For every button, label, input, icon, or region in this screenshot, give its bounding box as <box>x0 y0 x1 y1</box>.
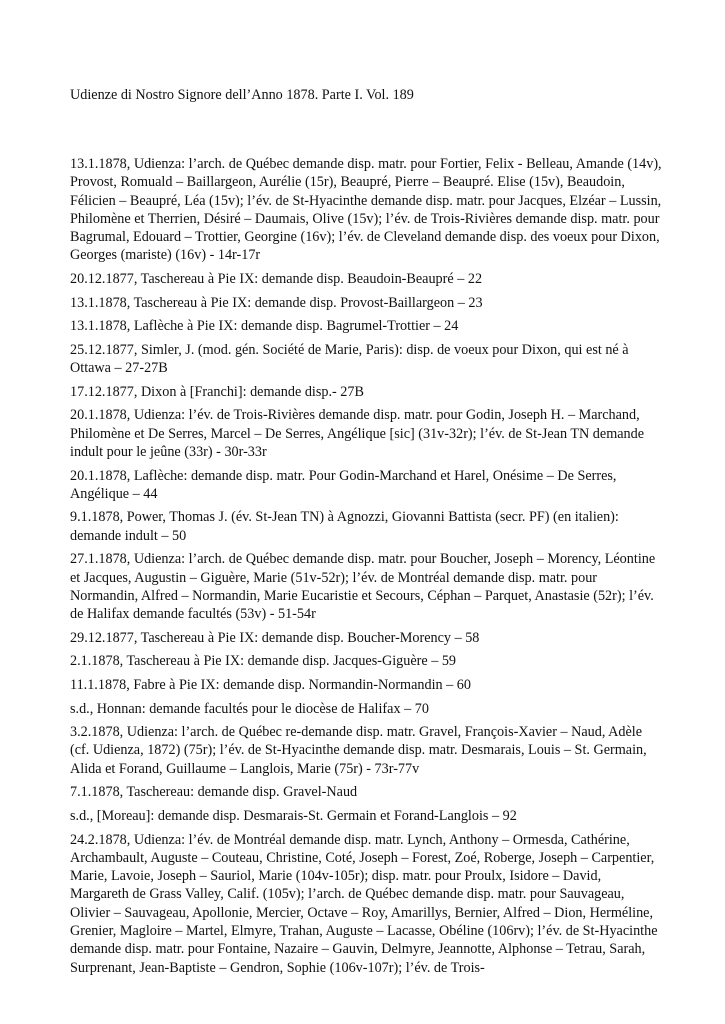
entry-paragraph: 11.1.1878, Fabre à Pie IX: demande disp. Normandin-Normandin – 60 <box>70 676 471 693</box>
entry-paragraph: 24.2.1878, Udienza: l’év. de Montréal demande disp. matr. Lynch, Anthony – Ormesda, Cathérine, Archambault, Auguste – Couteau, Christine, Coté, Joseph – Forest, Zoé, Roberge, Joseph – Carpentier, Marie, Lavoie, Joseph – Sauriol, Marie (104v-105r); disp. matr. pour Proulx, Isidore – David, Margareth de Grass Valley, Calif. (105v); l’arch. de Québec demande disp. matr. pour Sauvageau, Olivier – Sauvageau, Apollonie, Mercier, Octave – Roy, Amarillys, Bernier, Alfred – Dion, Herméline, Grenier, Magloire – Martel, Elmyre, Trahan, Auguste – Lacasse, Obéline (106rv); l’év. de St-Hyacinthe demande disp. matr. pour Fontaine, Nazaire – Gauvin, Delmyre, Jeannotte, Alphonse – Tetrau, Sarah, Surprenant, Jean-Baptiste – Gendron, Sophie (106v-107r); l’év. de Trois- <box>70 831 658 976</box>
entry-paragraph: 7.1.1878, Taschereau: demande disp. Gravel-Naud <box>70 784 358 801</box>
entry-paragraph: s.d., Honnan: demande facultés pour le diocèse de Halifax – 70 <box>70 700 429 717</box>
entry-paragraph: 25.12.1877, Simler, J. (mod. gén. Société de Marie, Paris): disp. de voeux pour Dixon, qui est né à Ottawa – 27-27B <box>70 341 629 377</box>
entry-paragraph: 3.2.1878, Udienza: l’arch. de Québec re-demande disp. matr. Gravel, François-Xavier – Naud, Adèle (cf. Udienza, 1872) (75r); l’év. de St-Hyacinthe demande disp. matr. Desmarais, Louis – St. Germain, Alida et Forand, Guillaume – Langlois, Marie (75r) - 73r-77v <box>70 724 647 777</box>
entry-paragraph: 20.1.1878, Laflèche: demande disp. matr. Pour Godin-Marchand et Harel, Onésime – De Serres, Angélique – 44 <box>70 467 617 502</box>
entry-paragraph: 13.1.1878, Taschereau à Pie IX: demande disp. Provost-Baillargeon – 23 <box>70 294 483 311</box>
entry-paragraph: 17.12.1877, Dixon à [Franchi]: demande disp.- 27B <box>70 383 364 400</box>
entry-paragraph: 2.1.1878, Taschereau à Pie IX: demande disp. Jacques-Giguère – 59 <box>70 653 457 670</box>
entry-list <box>70 155 662 982</box>
entry-paragraph: 13.1.1878, Udienza: l’arch. de Québec demande disp. matr. pour Fortier, Felix - Belleau, Amande (14v), Provost, Romuald – Baillargeon, Aurélie (15r), Beaupré, Pierre – Beaupré. Elise (15v), Beaudoin, Félicien – Beaupré, Léa (15v); l’év. de St-Hyacinthe demande disp. matr. pour Jacques, Elzéar – Lussin, Philomène et Therrien, Désiré – Daumais, Olive (15v); l’év. de Trois-Rivières demande disp. matr. pour Bagrumal, Edouard – Trottier, Georgine (16v); l’év. de Cleveland demande disp. des voeux pour Dixon, Georges (mariste) (16v) - 14r-17r <box>70 156 662 264</box>
entry-paragraph: s.d., [Moreau]: demande disp. Desmarais-St. Germain et Forand-Langlois – 92 <box>70 807 517 824</box>
entry-paragraph: 20.1.1878, Udienza: l’év. de Trois-Rivières demande disp. matr. pour Godin, Joseph H. – Marchand, Philomène et De Serres, Marcel – De Serres, Angélique [sic] (31v-32r); l’év. de St-Jean TN demande indult pour le jeûne (33r) - 30r-33r <box>70 407 645 460</box>
entry-paragraph: 13.1.1878, Laflèche à Pie IX: demande disp. Bagrumel-Trottier – 24 <box>70 318 459 335</box>
entry-paragraph: 9.1.1878, Power, Thomas J. (év. St-Jean TN) à Agnozzi, Giovanni Battista (secr. PF) (en italien): demande indult – 50 <box>70 509 619 544</box>
document-title: Udienze di Nostro Signore dell’Anno 1878. Parte I. Vol. 189 <box>70 87 414 103</box>
entry-paragraph: 20.12.1877, Taschereau à Pie IX: demande disp. Beaudoin-Beaupré – 22 <box>70 271 483 288</box>
entry-paragraph: 29.12.1877, Taschereau à Pie IX: demande disp. Boucher-Morency – 58 <box>70 629 480 646</box>
entry-paragraph: 27.1.1878, Udienza: l’arch. de Québec demande disp. matr. pour Boucher, Joseph – Morency, Léontine et Jacques, Augustin – Giguère, Marie (51v-52r); l’év. de Montréal demande disp. matr. pour Normandin, Alfred – Normandin, Marie Eucaristie et Secours, Céphan – Parquet, Anastasie (52r); l’év. de Halifax demande facultés (53v) - 51-54r <box>70 551 656 623</box>
